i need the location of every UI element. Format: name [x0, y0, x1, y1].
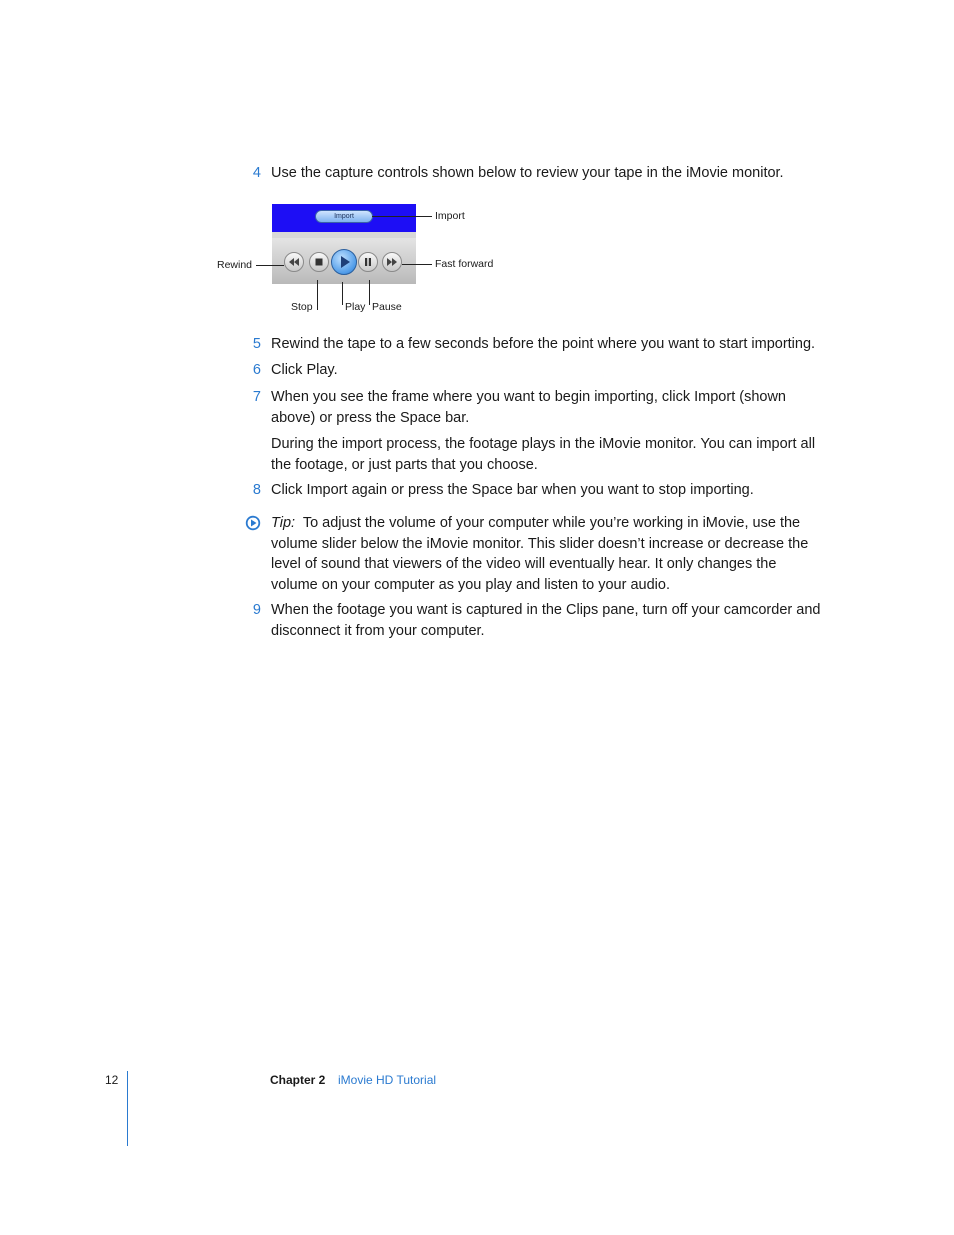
step-number: 8 [252, 482, 261, 498]
playback-controls [272, 238, 416, 284]
pause-button[interactable] [358, 252, 378, 272]
rewind-callout-line [256, 265, 284, 266]
step-number: 6 [252, 362, 261, 378]
stop-label: Stop [291, 301, 313, 313]
tip-paragraph [271, 513, 823, 595]
step-number: 5 [252, 336, 261, 352]
step-text: Click Import again or press the Space bar when you want to stop importing. [271, 482, 754, 498]
chapter-title: iMovie HD Tutorial [338, 1073, 437, 1087]
pause-icon [359, 253, 377, 271]
step-text: Use the capture controls shown below to review your tape in the iMovie monitor. [271, 165, 784, 181]
rewind-icon [285, 253, 303, 271]
chapter-label: Chapter 2 [270, 1073, 326, 1087]
footer-divider [127, 1071, 128, 1146]
import-callout-line [372, 216, 432, 217]
fast-forward-button[interactable] [382, 252, 402, 272]
page-number: 12 [105, 1073, 119, 1087]
step-number: 7 [252, 389, 261, 405]
fast-forward-callout-line [402, 264, 432, 265]
pause-label: Pause [372, 301, 402, 313]
import-label: Import [435, 210, 465, 222]
stop-button[interactable] [309, 252, 329, 272]
rewind-button[interactable] [284, 252, 304, 272]
tip-arrow-icon [245, 515, 261, 531]
tip-label: Tip: [271, 515, 296, 531]
step-text: Click Play. [271, 362, 338, 378]
play-label: Play [345, 301, 366, 313]
play-button[interactable] [331, 249, 357, 275]
pause-callout-line [369, 280, 370, 305]
play-callout-line [342, 282, 343, 305]
step-text: When you see the frame where you want to begin importing, click Import (shown above) or press the Space bar. [271, 389, 786, 426]
tip-text: To adjust the volume of your computer while you’re working in iMovie, use the volume slider below the iMovie monitor. This slider doesn’t increase or decrease the level of sound that viewers of the video will eventually hear. It only changes the volume on your computer as you play and listen to your audio. [271, 515, 809, 593]
imovie-monitor [272, 204, 416, 232]
fast-forward-label: Fast forward [435, 258, 494, 270]
fast-forward-icon [383, 253, 401, 271]
import-button[interactable]: Import [315, 210, 373, 223]
play-icon [332, 250, 356, 274]
stop-icon [310, 253, 328, 271]
step-text: Rewind the tape to a few seconds before the point where you want to start importing. [271, 336, 816, 352]
step-text: When the footage you want is captured in the Clips pane, turn off your camcorder and disconnect it from your computer. [271, 602, 821, 639]
step-number: 9 [252, 602, 261, 618]
capture-controls-figure [200, 196, 530, 320]
step-number: 4 [252, 165, 261, 181]
rewind-label: Rewind [217, 259, 253, 271]
step-7-note: During the import process, the footage plays in the iMovie monitor. You can import all the footage, or just parts that you choose. [271, 436, 816, 473]
stop-callout-line [317, 280, 318, 310]
